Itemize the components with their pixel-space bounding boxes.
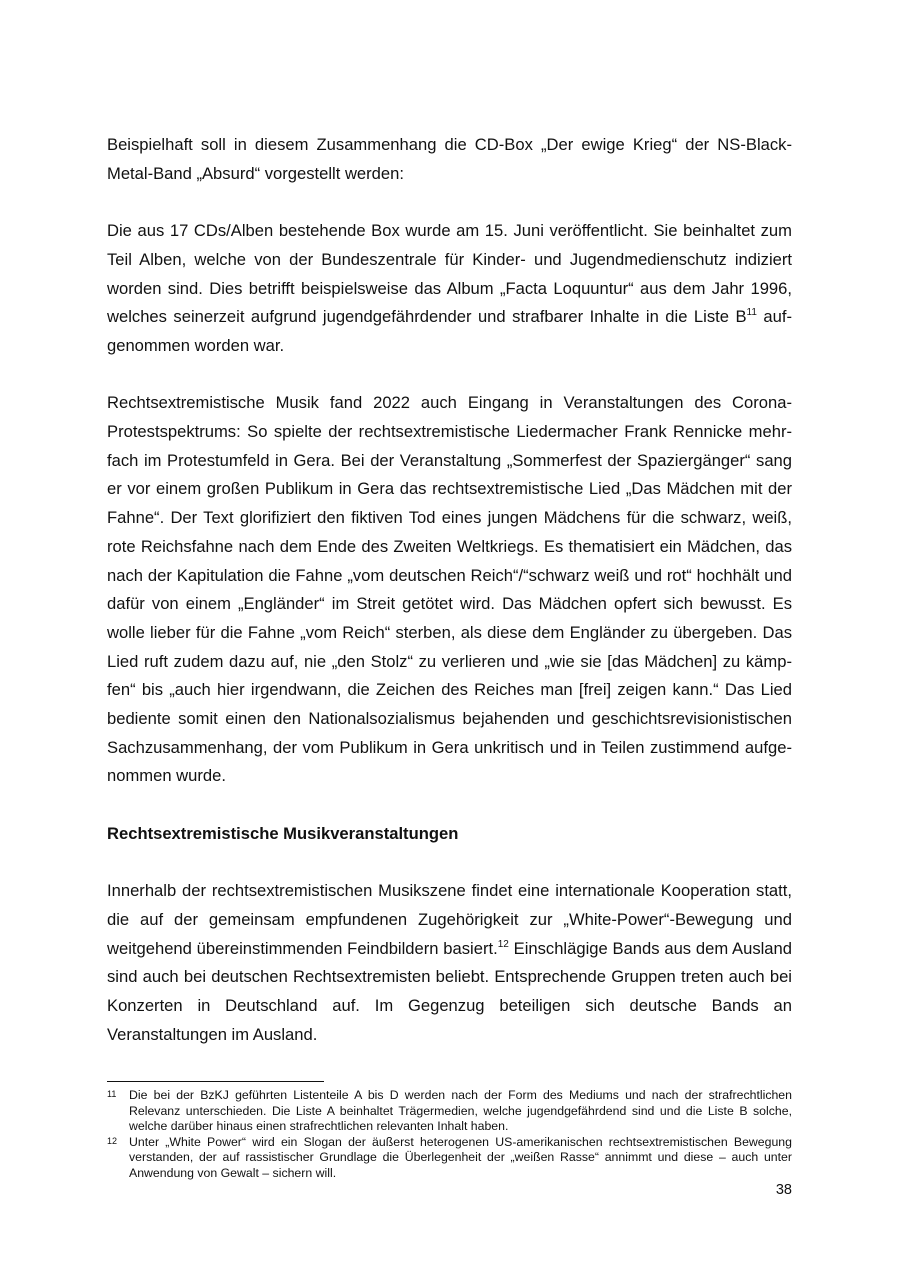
paragraph-box-release-end: aufgenommen worden war. [107, 307, 793, 355]
footnotes [107, 1088, 792, 1182]
footnote-ref-12[interactable]: 12 [497, 938, 509, 950]
footnote-11 [107, 1088, 792, 1135]
page-number: 38 [775, 1182, 792, 1198]
footnote-ref-11[interactable]: 11 [746, 307, 757, 319]
footnote-text: Unter „White Power“ wird ein Slogan der äußerst heterogenen US-amerikanischen rechtsextremistischen Bewegung verstanden, der auf rassistischer Grundlage die Überlegenheit der „weißen Rasse“ annimmt und diese – auch unter Anwendung von Gewalt – sichern will. [129, 1134, 792, 1180]
footnote-number: 11 [107, 1089, 117, 1099]
paragraph-cooperation-end: Einschlägige Bands aus dem Ausland sind auch bei deutschen Rechtsextremisten beliebt. Entsprechende Gruppen treten auch bei Konzerten in Deutschland auf. Im Gegenzug beteiligen sich deutsche Bands an Veranstaltungen im Ausland. [107, 938, 792, 1044]
footnote-number: 12 [107, 1135, 118, 1146]
paragraph-box-release-text: Die aus 17 CDs/Alben bestehende Box wurde am 15. Juni veröffentlicht. Sie beinhaltet zum Teil Alben, welche von der Bundeszentrale für Kinder- und Jugendmedienschutz indiziert worden sind. Dies betrifft beispielsweise das Album „Facta Loquuntur“ aus dem Jahr 1996, welches seinerzeit aufgrund jugendgefährdender und strafbarer Inhalte in die Liste B [107, 221, 792, 327]
paragraph-corona-protest: Rechtsextremistische Musik fand 2022 auch Eingang in Veranstaltungen des Corona-Protestspektrums: So spielte der rechtsextremistische Liedermacher Frank Rennicke mehrfach im Protestumfeld in Gera. Bei der Veranstaltung „Sommerfest der Spaziergänger“ sang er vor einem großen Publikum in Gera das rechtsextremistische Lied „Das Mädchen mit der Fahne“. Der Text glorifiziert den fiktiven Tod eines jungen Mädchens für die schwarz, weiß, rote Reichsfahne nach dem Ende des Zweiten Weltkriegs. Es thematisiert ein Mädchen, das nach der Kapitulation die Fahne „vom deutschen Reich“/“schwarz weiß und rot“ hochhält und dafür von einem „Engländer“ im Streit getötet wird. Das Mädchen opfert sich bewusst. Es wolle lieber für die Fahne „vom Reich“ sterben, als diese dem Engländer zu übergeben. Das Lied ruft zudem dazu auf, nie „den Stolz“ zu verlieren und „wie sie [das Mädchen] zu kämpfen“ bis „auch hier irgendwann, die Zeichen des Reiches man [frei] zeigen kann.“ Das Lied bediente somit einen den Nationalsozialismus bejahenden und geschichtsrevisionistischen Sachzusammenhang, der vom Publikum in Gera unkritisch und in Teilen zustimmend aufgenommen wurde. [107, 393, 792, 786]
section-heading: Rechtsextremistische Musikveranstaltungen [107, 823, 459, 843]
paragraph-international-cooperation [107, 877, 792, 1049]
paragraph-cooperation-text: Innerhalb der rechtsextremistischen Musikszene findet eine internationale Kooperation statt, die auf der gemeinsam empfundenen Zugehörigkeit zur „White-Power“-Bewegung und weitgehend übereinstimmenden Feindbildern basiert. [107, 881, 792, 958]
footnote-divider [107, 1081, 324, 1082]
footnote-12 [107, 1135, 792, 1182]
body-text [107, 131, 792, 1078]
footnote-text: Die bei der BzKJ geführten Listenteile A bis D werden nach der Form des Mediums und nach der strafrechtlichen Relevanz unterschieden. Die Liste A beinhaltet Trägermedien, welche jugendgefährdend sind und die Liste B solche, welche darüber hinaus einen strafrechtlichen relevanten Inhalt haben. [129, 1088, 792, 1134]
paragraph-cd-box: Beispielhaft soll in diesem Zusammenhang die CD-Box „Der ewige Krieg“ der NS-Black-Metal-Band „Absurd“ vorgestellt werden: [107, 135, 792, 183]
paragraph-box-release [107, 217, 792, 361]
